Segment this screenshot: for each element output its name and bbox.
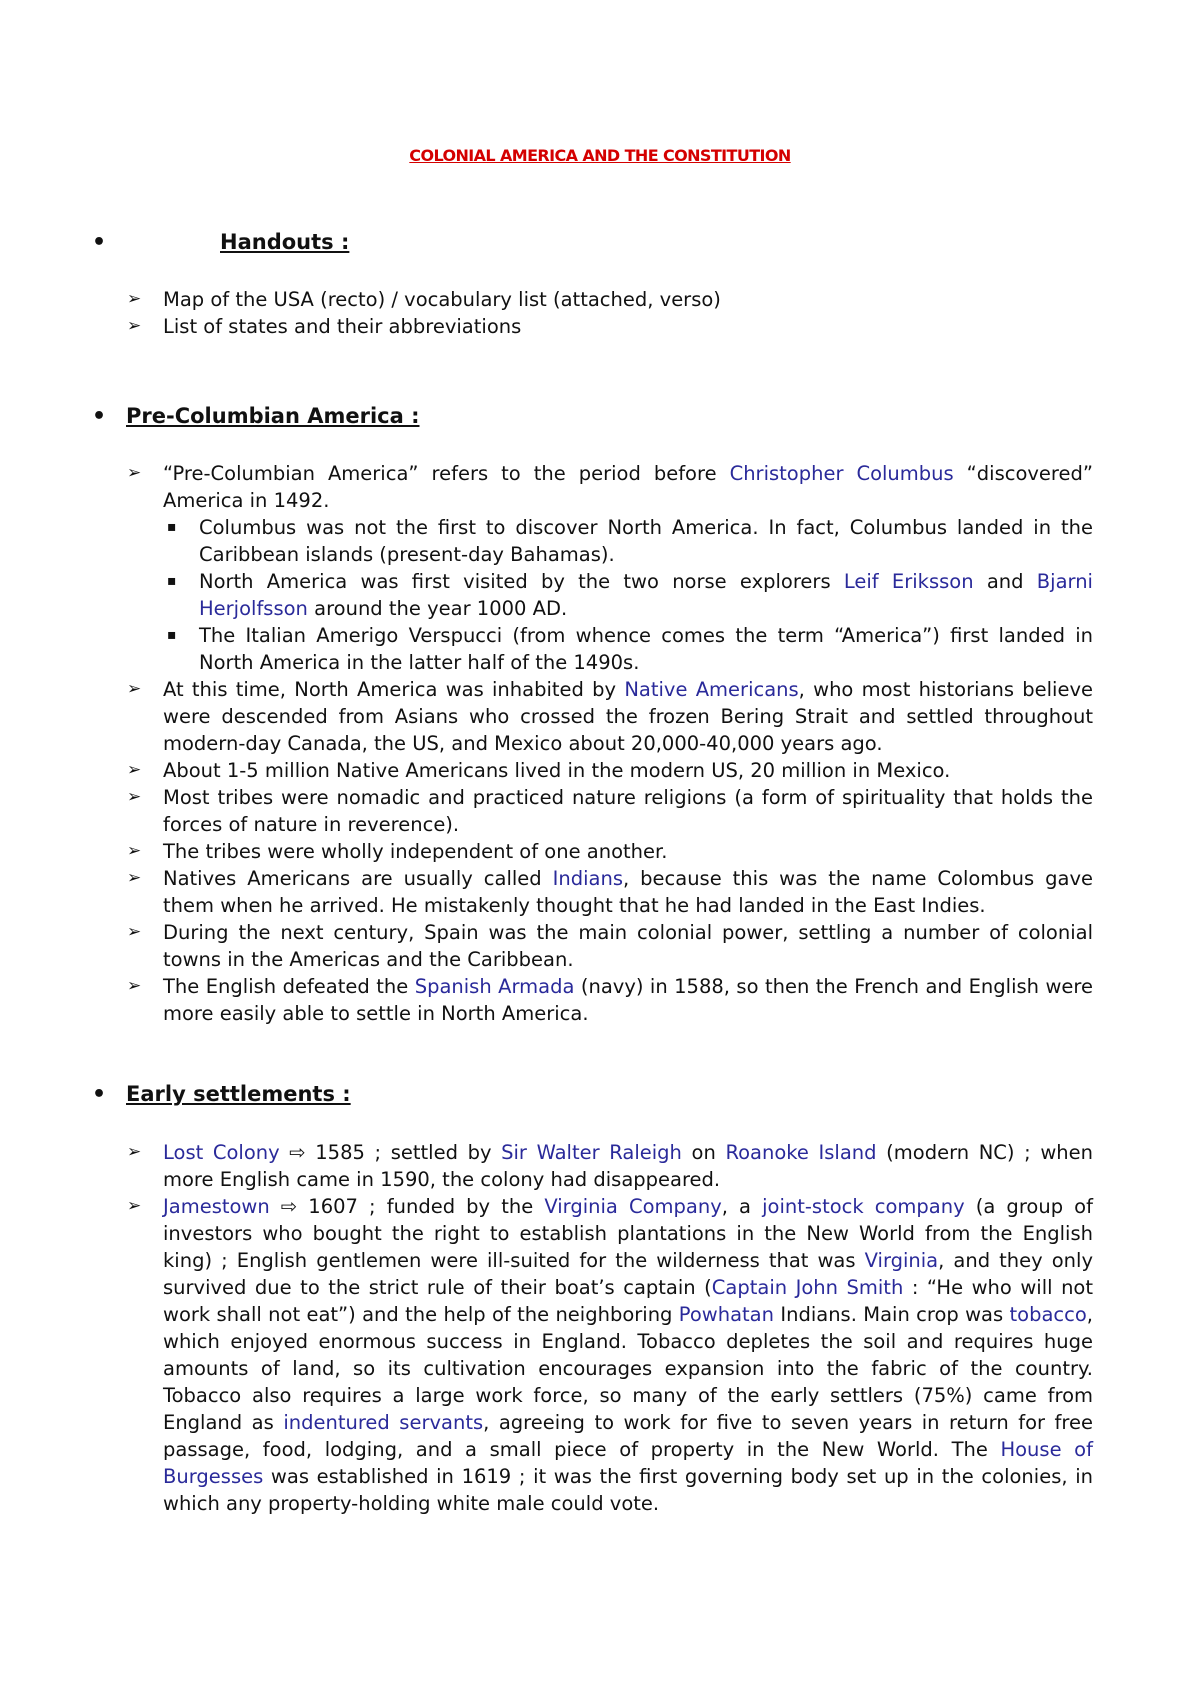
body-text: , which enjoyed enormous success in England. Tobacco depletes the soil and requires huge amounts of land, so its cultivation encourages expansion into the fabric of the country. Tobacco also requires a large work force, so many of the early settlers (75%) came from England as: [163, 1303, 1093, 1434]
arrowhead-icon: ➢: [127, 922, 142, 942]
square-bullet-icon: ▪: [167, 573, 177, 589]
body-text: At this time, North America was inhabited by: [163, 678, 625, 701]
body-text: on: [681, 1141, 726, 1164]
body-text: Natives Americans are usually called: [163, 867, 553, 890]
keyword-term: Bjarni Herjolfsson: [199, 570, 1093, 620]
body-text: ⇨ 1585 ; settled by: [279, 1141, 502, 1164]
body-text: ⇨ 1607 ; funded by the: [269, 1195, 545, 1218]
bullet-icon: •: [92, 404, 107, 429]
body-text: (a group of investors who bought the right to establish plantations in the New World from the English king) ; English gentlemen were ill-suited for the wilderness that was: [163, 1195, 1093, 1272]
arrowhead-icon: ➢: [127, 316, 142, 336]
body-text: During the next century, Spain was the main colonial power, settling a number of colonial towns in the Americas and the Caribbean.: [163, 921, 1093, 971]
list-item: [127, 919, 1093, 973]
list-item: [127, 784, 1093, 838]
section-early-settlements: [127, 1139, 1093, 1517]
keyword-term: tobacco: [1009, 1303, 1087, 1326]
body-text: Map of the USA (recto) / vocabulary list (attached, verso): [163, 288, 721, 311]
list-item: [127, 865, 1093, 919]
body-text: : “He who will not work shall not eat”) and the help of the neighboring: [163, 1276, 1093, 1326]
square-bullet-icon: ▪: [167, 519, 177, 535]
keyword-term: Leif Eriksson: [843, 570, 974, 593]
keyword-term: Jamestown: [163, 1195, 270, 1218]
list-item: [127, 973, 1093, 1027]
body-text: The English defeated the: [163, 975, 415, 998]
arrowhead-icon: ➢: [127, 760, 142, 780]
keyword-term: Virginia: [864, 1249, 939, 1272]
arrowhead-icon: ➢: [127, 841, 142, 861]
body-text: Columbus was not the first to discover North America. In fact, Columbus landed in the Caribbean islands (present-day Bahamas).: [199, 516, 1093, 566]
arrowhead-icon: ➢: [127, 1142, 142, 1162]
arrowhead-icon: ➢: [127, 463, 142, 483]
square-bullet-icon: ▪: [167, 627, 177, 643]
body-text: was established in 1619 ; it was the first governing body set up in the colonies, in which any property-holding white male could vote.: [163, 1465, 1093, 1515]
list-item: [127, 1193, 1093, 1517]
arrowhead-icon: ➢: [127, 289, 142, 309]
arrowhead-icon: ➢: [127, 679, 142, 699]
keyword-term: Indians: [552, 867, 623, 890]
page-title: COLONIAL AMERICA AND THE CONSTITUTION: [409, 146, 791, 165]
arrowhead-icon: ➢: [127, 787, 142, 807]
section-handouts: [127, 286, 1093, 340]
body-text: “discovered” America in 1492.: [163, 462, 1093, 512]
body-text: Most tribes were nomadic and practiced nature religions (a form of spirituality that holds the forces of nature in reverence).: [163, 786, 1093, 836]
list-item: [127, 313, 1093, 340]
list-item: [127, 286, 1093, 313]
keyword-term: Powhatan: [678, 1303, 774, 1326]
keyword-term: Sir Walter Raleigh: [501, 1141, 682, 1164]
keyword-term: Virginia Company: [544, 1195, 722, 1218]
list-item: [127, 460, 1093, 514]
body-text: , a: [721, 1195, 763, 1218]
body-text: , who most historians believe were descended from Asians who crossed the frozen Bering Strait and settled throughout modern-day Canada, the US, and Mexico about 20,000-40,000 years ago.: [163, 678, 1093, 755]
body-text: and: [973, 570, 1037, 593]
sub-list-item: [127, 622, 1093, 676]
body-text: , because this was the name Colombus gave them when he arrived. He mistakenly thought that he had landed in the East Indies.: [163, 867, 1093, 917]
body-text: around the year 1000 AD.: [307, 597, 568, 620]
keyword-term: indentured servants: [283, 1411, 484, 1434]
body-text: About 1-5 million Native Americans lived in the modern US, 20 million in Mexico.: [163, 759, 951, 782]
body-text: “Pre-Columbian America” refers to the period before: [163, 462, 730, 485]
bullet-icon: •: [92, 1082, 107, 1107]
keyword-term: Lost Colony: [163, 1141, 280, 1164]
body-text: (modern NC) ; when more English came in 1590, the colony had disappeared.: [163, 1141, 1094, 1191]
body-text: , and they only survived due to the strict rule of their boat’s captain (: [163, 1249, 1093, 1299]
arrowhead-icon: ➢: [127, 976, 142, 996]
body-text: Indians. Main crop was: [774, 1303, 1010, 1326]
keyword-term: Roanoke Island: [725, 1141, 877, 1164]
keyword-term: Native Americans: [624, 678, 799, 701]
section-pre-columbian: [127, 460, 1093, 1027]
body-text: List of states and their abbreviations: [163, 315, 522, 338]
list-item: [127, 676, 1093, 757]
keyword-term: joint-stock company: [762, 1195, 965, 1218]
body-text: The Italian Amerigo Verspucci (from whence comes the term “America”) first landed in North America in the latter half of the 1490s.: [199, 624, 1093, 674]
arrowhead-icon: ➢: [127, 1196, 142, 1216]
body-text: The tribes were wholly independent of one another.: [163, 840, 668, 863]
body-text: , agreeing to work for five to seven years in return for free passage, food, lodging, and a small piece of property in the New World. The: [163, 1411, 1093, 1461]
list-item: [127, 757, 1093, 784]
body-text: (navy) in 1588, so then the French and English were more easily able to settle in North America.: [163, 975, 1093, 1025]
body-text: North America was first visited by the two norse explorers: [199, 570, 844, 593]
keyword-term: Christopher Columbus: [729, 462, 954, 485]
keyword-term: Spanish Armada: [414, 975, 575, 998]
list-item: [127, 838, 1093, 865]
keyword-term: House of Burgesses: [163, 1438, 1093, 1488]
list-item: [127, 1139, 1093, 1193]
keyword-term: Captain John Smith: [711, 1276, 904, 1299]
bullet-icon: •: [92, 230, 107, 255]
sub-list-item: [127, 568, 1093, 622]
sub-list-item: [127, 514, 1093, 568]
arrowhead-icon: ➢: [127, 868, 142, 888]
